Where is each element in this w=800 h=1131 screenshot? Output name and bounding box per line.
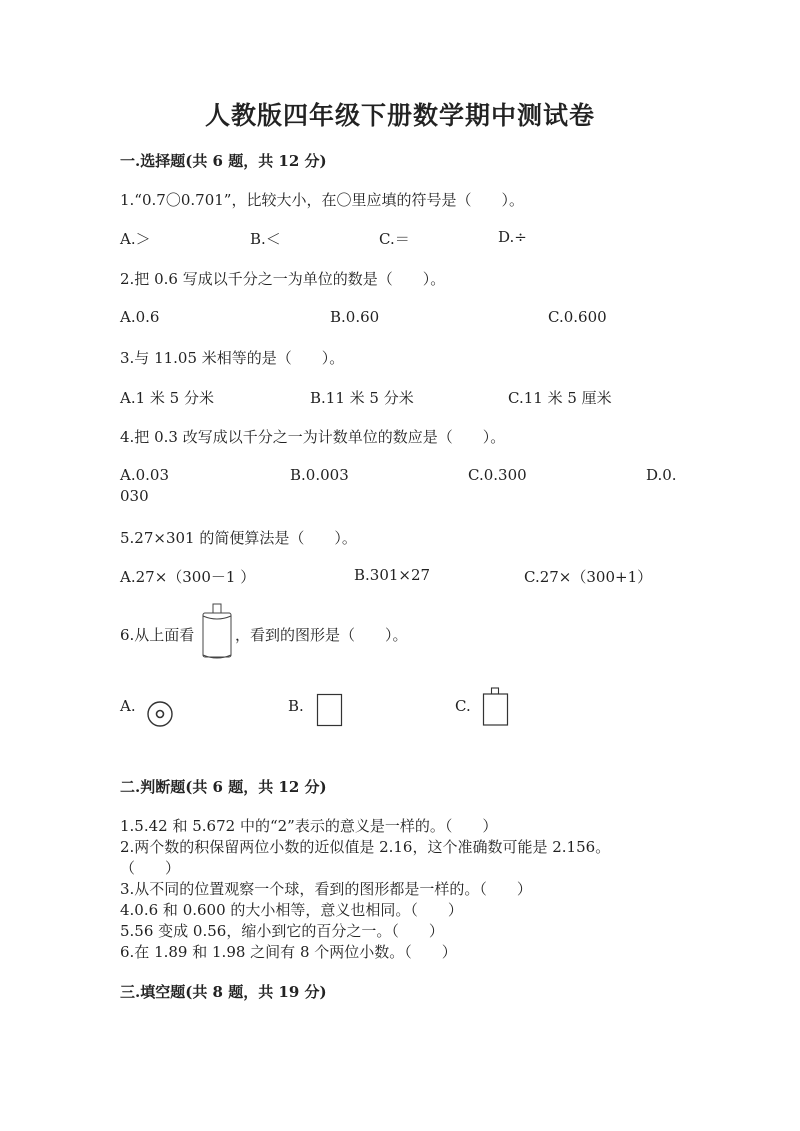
tf-question-4: 4.0.6 和 0.600 的大小相等，意义也相同。（ ） xyxy=(120,901,463,919)
tf-question-3: 3.从不同的位置观察一个球，看到的图形都是一样的。（ ） xyxy=(120,880,532,898)
tf-question-6: 6.在 1.89 和 1.98 之间有 8 个两位小数。（ ） xyxy=(120,943,457,961)
q2-option-a: A.0.6 xyxy=(120,308,160,326)
q3-option-b: B.11 米 5 分米 xyxy=(310,389,414,407)
section-heading-fill-blank: 三.填空题(共 8 题，共 19 分) xyxy=(120,983,327,1001)
tf-question-1: 1.5.42 和 5.672 中的“2”表示的意义是一样的。（ ） xyxy=(120,817,498,835)
cylinder-figure xyxy=(201,604,235,662)
question-6-prefix: 6.从上面看 xyxy=(120,626,195,644)
q4-option-d-wrap: 030 xyxy=(120,487,149,505)
rectangle-figure xyxy=(316,693,344,729)
section-heading-choice: 一.选择题(共 6 题，共 12 分) xyxy=(120,152,327,170)
q1-option-d: D.÷ xyxy=(498,228,527,246)
q1-option-a: A.＞ xyxy=(120,230,151,248)
q5-option-b: B.301×27 xyxy=(354,566,431,584)
rectangle-with-top-figure xyxy=(482,687,512,729)
question-4: 4.把 0.3 改写成以千分之一为计数单位的数应是（ ）。 xyxy=(120,428,506,446)
question-2: 2.把 0.6 写成以千分之一为单位的数是（ ）。 xyxy=(120,270,446,288)
q1-option-c: C.＝ xyxy=(379,230,410,248)
page-title: 人教版四年级下册数学期中测试卷 xyxy=(204,101,595,130)
question-6-suffix: ，看到的图形是（ ）。 xyxy=(235,626,408,644)
q4-option-b: B.0.003 xyxy=(290,466,349,484)
q2-option-c: C.0.600 xyxy=(548,308,607,326)
q5-option-c: C.27×（300+1） xyxy=(524,568,653,586)
question-1: 1.“0.7〇0.701”，比较大小，在〇里应填的符号是（ ）。 xyxy=(120,191,524,209)
question-3: 3.与 11.05 米相等的是（ ）。 xyxy=(120,349,345,367)
tf-question-2-bracket: （ ） xyxy=(120,859,181,877)
q6-option-a: A. xyxy=(120,697,136,715)
q2-option-b: B.0.60 xyxy=(330,308,380,326)
q5-option-a: A.27×（300－1 ） xyxy=(120,568,256,586)
tf-question-5: 5.56 变成 0.56，缩小到它的百分之一。（ ） xyxy=(120,922,444,940)
q6-option-c: C. xyxy=(455,697,471,715)
q4-option-a: A.0.03 xyxy=(120,466,169,484)
q3-option-c: C.11 米 5 厘米 xyxy=(508,389,612,407)
tf-question-2: 2.两个数的积保留两位小数的近似值是 2.16，这个准确数可能是 2.156。 xyxy=(120,838,611,856)
q4-option-d: D.0. xyxy=(646,466,677,484)
q6-option-b: B. xyxy=(288,697,304,715)
section-heading-true-false: 二.判断题(共 6 题，共 12 分) xyxy=(120,778,327,796)
q4-option-c: C.0.300 xyxy=(468,466,527,484)
q3-option-a: A.1 米 5 分米 xyxy=(120,389,214,407)
question-5: 5.27×301 的简便算法是（ ）。 xyxy=(120,529,357,547)
concentric-circles-figure xyxy=(146,700,176,730)
q1-option-b: B.＜ xyxy=(250,230,281,248)
